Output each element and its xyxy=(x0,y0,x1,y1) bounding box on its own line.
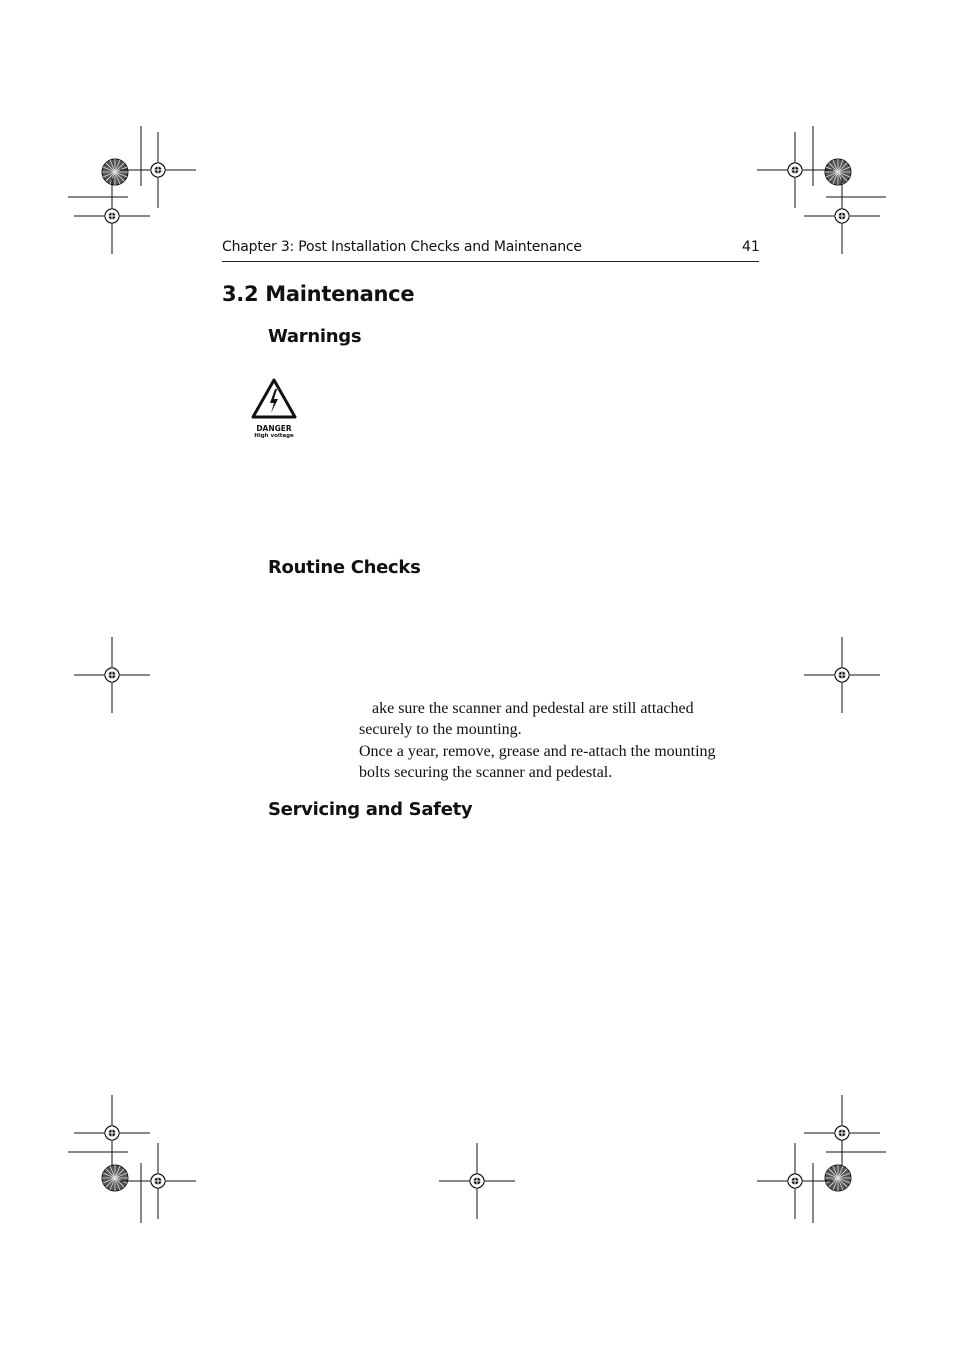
high-voltage-label: High voltage xyxy=(254,433,294,439)
routine-checks-heading: Routine Checks xyxy=(268,557,421,578)
warnings-heading: Warnings xyxy=(268,326,362,347)
page-number: 41 xyxy=(742,239,760,255)
danger-label: DANGER xyxy=(256,424,292,433)
routine-check-item: Once a year, remove, grease and re-attach the mounting bolts securing the scanner and pedestal. xyxy=(359,743,716,781)
routine-check-item: ake sure the scanner and pedestal are still attached securely to the mounting. xyxy=(359,700,694,738)
section-title: 3.2 Maintenance xyxy=(222,282,415,306)
chapter-header: Chapter 3: Post Installation Checks and Maintenance xyxy=(222,239,582,255)
warning-triangle-icon xyxy=(250,378,298,420)
servicing-safety-heading: Servicing and Safety xyxy=(268,799,473,820)
header-divider xyxy=(222,261,759,262)
danger-high-voltage-icon xyxy=(250,378,298,438)
